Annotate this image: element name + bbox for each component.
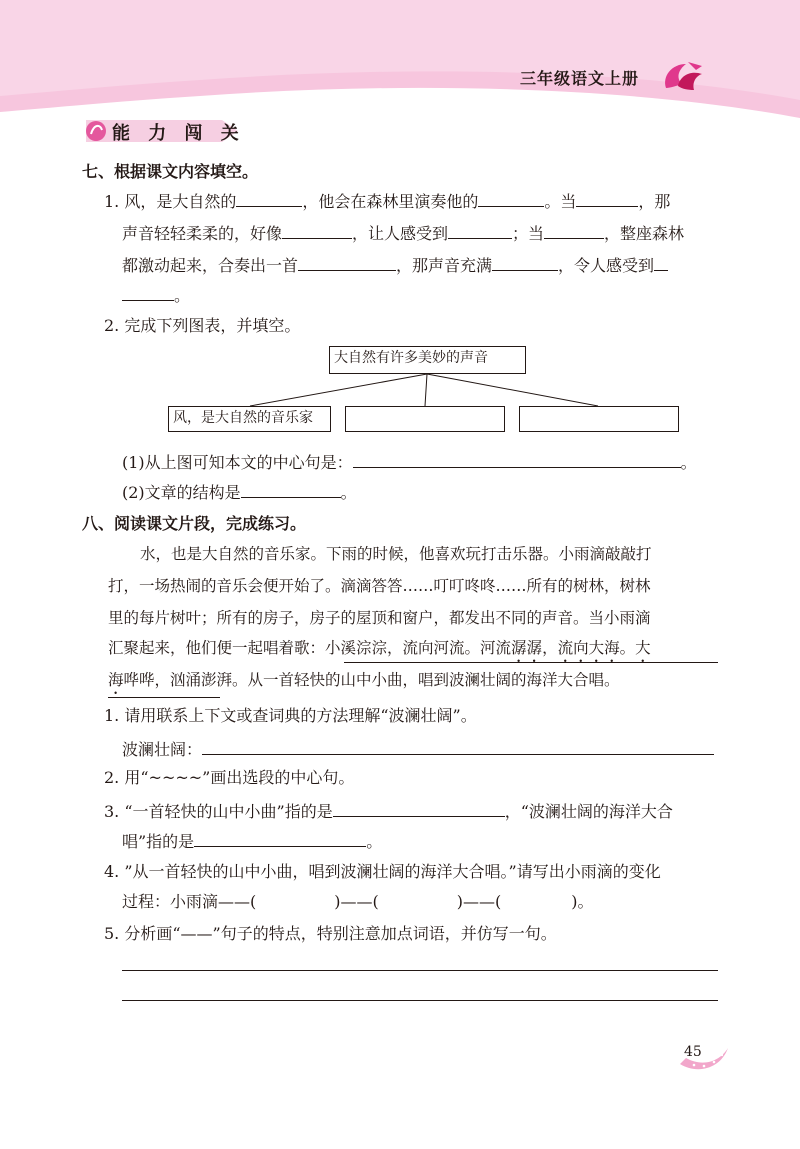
text: )。 (571, 892, 594, 911)
text: ，令人感受到 (558, 256, 655, 275)
text: 。 (174, 286, 191, 305)
grade-label: 三年级语文上册 (520, 69, 640, 88)
q7-s2 (122, 481, 357, 503)
passage-line-5 (108, 670, 620, 698)
q7-title: 七、根据课文内容填空。 (82, 162, 259, 181)
text: ，整座森林 (604, 224, 685, 243)
text: ，那声音充满 (396, 256, 493, 275)
text: 。 (619, 639, 636, 657)
q8-item-3-line2 (122, 830, 382, 852)
q8-item-4-line2 (122, 892, 593, 912)
text: 。 (366, 832, 383, 851)
q7-p2: 2. 完成下列图表，并填空。 (104, 316, 301, 335)
text: 。当 (544, 192, 577, 211)
diagram-top-box: 大自然有许多美妙的声音 (329, 346, 526, 374)
fill-blank[interactable] (202, 738, 714, 755)
text: 1. 风，是大自然的 (104, 192, 237, 211)
text: )——( (456, 892, 502, 911)
diagram-box-middle[interactable] (345, 406, 505, 432)
diagram-box-right[interactable] (519, 406, 679, 432)
moon-icon (672, 1034, 732, 1074)
text: 过程：小雨滴——( (122, 892, 257, 911)
text: ，他会在森林里演奏他的 (302, 192, 479, 211)
fill-blank[interactable] (241, 481, 341, 498)
passage-line-2: 打，一场热闹的音乐会便开始了。滴滴答答……叮叮咚咚……所有的树林，树林 (108, 577, 651, 595)
fill-blank[interactable] (194, 830, 366, 847)
text: ，让人感受到 (352, 224, 449, 243)
q8-item-3-line1 (104, 800, 673, 822)
text: ；当 (512, 224, 545, 243)
text: )——( (334, 892, 379, 911)
page-number: 45 (684, 1044, 702, 1060)
text: 小溪淙淙，流向河流。 (325, 639, 481, 657)
dotted-word: ，流向大海 (542, 639, 620, 657)
text: 波澜壮阔： (122, 740, 203, 759)
text: 3. “一首轻快的山中小曲”指的是 (104, 802, 333, 821)
text: 汇聚起来，他们便一起唱着歌： (108, 639, 326, 657)
text: (1)从上图可知本文的中心句是： (122, 453, 353, 472)
diagram-box-left: 风，是大自然的音乐家 (168, 406, 331, 432)
text: 声音轻轻柔柔的，好像 (122, 224, 283, 243)
text: (2)文章的结构是 (122, 483, 241, 502)
q7-s1 (122, 451, 697, 473)
q8-item-1: 1. 请用联系上下文或查词典的方法理解“波澜壮阔”。 (104, 706, 477, 725)
text: ，那 (638, 192, 671, 211)
text: 都激动起来，合奏出一首 (122, 256, 299, 275)
section-title: 能 力 闯 关 (112, 123, 245, 144)
q8-item-5: 5. 分析画“——”句子的特点，特别注意加点词语，并仿写一句。 (104, 924, 557, 943)
text: ，“波澜壮阔的海洋大合 (504, 802, 673, 821)
passage-underline-2 (108, 697, 220, 698)
passage-line-3: 里的每片树叶；所有的房子，房子的屋顶和窗户，都发出不同的声音。当小雨滴 (108, 609, 651, 627)
q8-title: 八、阅读课文片段，完成练习。 (82, 514, 307, 533)
dotted-word: 大 (635, 639, 651, 657)
text: 哗哗，汹涌澎湃。 (123, 671, 248, 689)
q8-item-2: 2. 用“~~~~”画出选段的中心句。 (104, 768, 355, 787)
answer-line-2[interactable] (122, 1000, 718, 1001)
fill-blank[interactable] (333, 800, 505, 817)
text: 河流 (480, 639, 512, 657)
q8-item-1-answer (122, 738, 714, 760)
passage-line-1: 水，也是大自然的音乐家。下雨的时候，他喜欢玩打击乐器。小雨滴敲敲打 (140, 545, 652, 563)
text: 从一首轻快的山中小曲，唱到波澜壮阔的海洋大合唱。 (247, 671, 620, 689)
passage-underline-1 (344, 662, 718, 663)
dotted-word: 海 (108, 671, 124, 689)
dotted-word: 潺潺 (511, 639, 543, 657)
answer-line-1[interactable] (122, 970, 718, 971)
text: 。 (340, 483, 357, 502)
diagram-connectors (0, 0, 800, 440)
text: 唱”指的是 (122, 832, 195, 851)
q8-item-4-line1: 4. ”从一首轻快的山中小曲，唱到波澜壮阔的海洋大合唱。”请写出小雨滴的变化 (104, 862, 661, 881)
fill-blank[interactable] (353, 451, 681, 468)
text: 。 (680, 453, 697, 472)
